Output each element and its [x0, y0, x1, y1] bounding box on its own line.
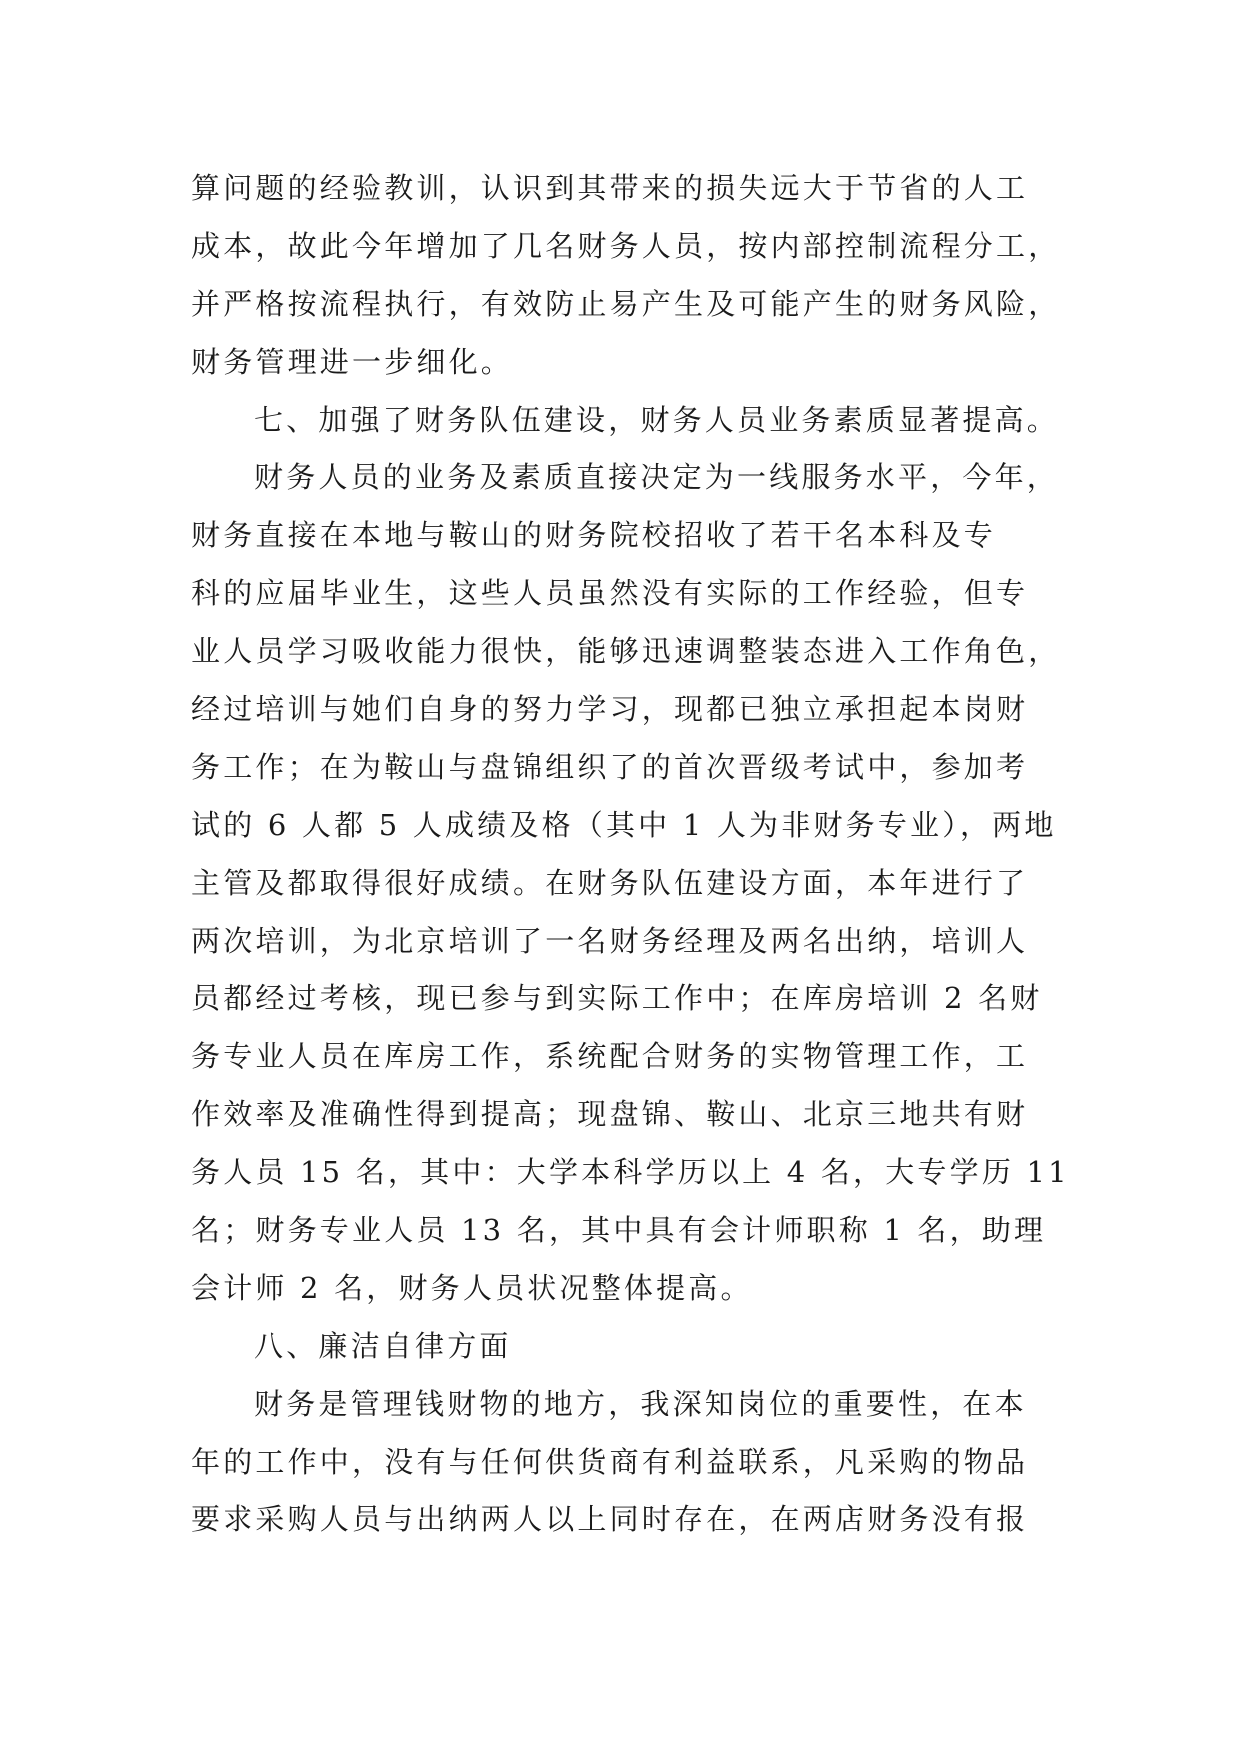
text-line-1: 算问题的经验教训，认识到其带来的损失远大于节省的人工: [191, 171, 1029, 205]
text-line-13: 主管及都取得很好成绩。在财务队伍建设方面，本年进行了: [191, 865, 1029, 900]
text-line-18: 务人员 15 名，其中：大学本科学历以上 4 名，大专学历 11: [191, 1155, 1070, 1190]
text-line-9: 业人员学习吸收能力很快，能够迅速调整装态进入工作角色，: [191, 634, 1061, 669]
text-line-8: 科的应届毕业生，这些人员虽然没有实际的工作经验，但专: [191, 576, 1029, 611]
text-line-4: 财务管理进一步细化。: [191, 344, 514, 379]
text-line-22: 财务是管理钱财物的地方，我深知岗位的重要性，在本: [254, 1386, 1027, 1421]
text-line-16: 务专业人员在库房工作，系统配合财务的实物管理工作，工: [191, 1039, 1029, 1074]
text-line-15: 员都经过考核，现已参与到实际工作中；在库房培训 2 名财: [191, 981, 1043, 1016]
text-line-11: 务工作；在为鞍山与盘锦组织了的首次晋级考试中，参加考: [191, 749, 1029, 784]
text-line-19: 名；财务专业人员 13 名，其中具有会计师职称 1 名，助理: [191, 1213, 1047, 1248]
section-heading-8: 八、廉洁自律方面: [254, 1328, 512, 1363]
text-line-2: 成本，故此今年增加了几名财务人员，按内部控制流程分工，: [191, 228, 1061, 263]
text-line-10: 经过培训与她们自身的努力学习，现都已独立承担起本岗财: [191, 692, 1029, 727]
text-line-14: 两次培训，为北京培训了一名财务经理及两名出纳，培训人: [191, 923, 1029, 958]
text-line-6: 财务人员的业务及素质直接决定为一线服务水平，今年，: [254, 460, 1060, 495]
text-line-7: 财务直接在本地与鞍山的财务院校招收了若干名本科及专: [191, 518, 997, 553]
section-heading-7: 七、加强了财务队伍建设，财务人员业务素质显著提高。: [254, 402, 1060, 437]
text-line-12: 试的 6 人都 5 人成绩及格（其中 1 人为非财务专业），两地: [191, 807, 1057, 842]
document-body: [191, 160, 1071, 1549]
text-line-24: 要求采购人员与出纳两人以上同时存在，在两店财务没有报: [191, 1502, 1029, 1537]
text-line-23: 年的工作中，没有与任何供货商有利益联系，凡采购的物品: [191, 1444, 1029, 1479]
text-line-17: 作效率及准确性得到提高；现盘锦、鞍山、北京三地共有财: [191, 1097, 1029, 1132]
text-line-20: 会计师 2 名，财务人员状况整体提高。: [191, 1270, 753, 1305]
text-line-3: 并严格按流程执行，有效防止易产生及可能产生的财务风险，: [191, 286, 1061, 321]
